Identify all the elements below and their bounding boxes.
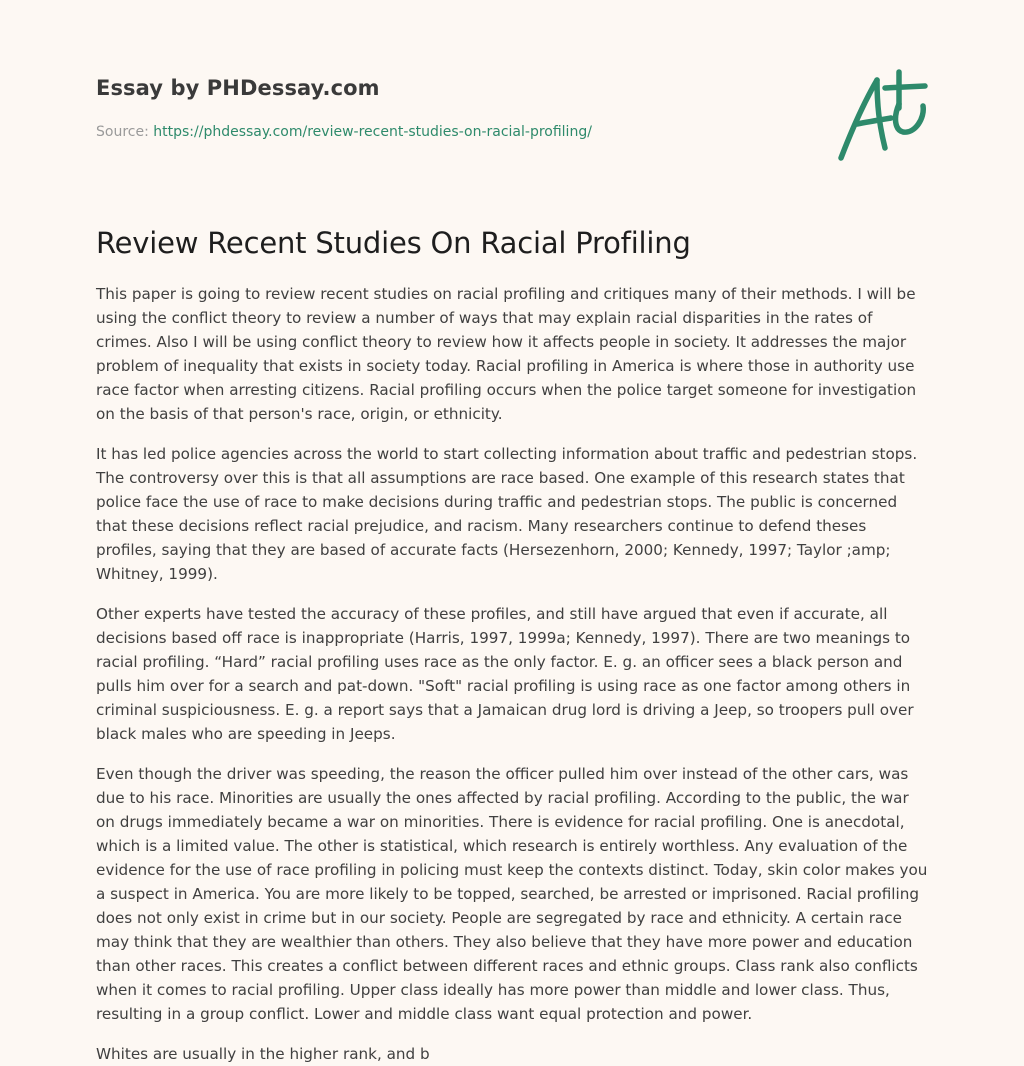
- article-body: [96, 282, 928, 1066]
- paragraph-4: Even though the driver was speeding, the reason the officer pulled him over instead of the other cars, was due to his race. Minorities are usually the ones affected by racial profiling. According to the public, the war on drugs immediately became a war on minorities. There is evidence for racial profiling. One is anecdotal, which is a limited value. The other is statistical, which research is entirely worthless. Any evaluation of the evidence for the use of race profiling in policing must keep the contexts distinct. Today, skin color makes you a suspect in America. You are more likely to be topped, searched, be arrested or imprisoned. Racial profiling does not only exist in crime but in our society. People are segregated by race and ethnicity. A certain race may think that they are wealthier than others. They also believe that they have more power and education than other races. This creates a conflict between different races and ethnic groups. Class rank also conflicts when it comes to racial profiling. Upper class ideally has more power than middle and lower class. Thus, resulting in a group conflict. Lower and middle class want equal protection and power.: [96, 765, 928, 1023]
- paragraph-2: It has led police agencies across the world to start collecting information about traffic and pedestrian stops. The controversy over this is that all assumptions are race based. One example of this research states that police face the use of race to make decisions during traffic and pedestrian stops. The public is concerned that these decisions reflect racial prejudice, and racism. Many researchers continue to defend theses profiles, saying that they are based of accurate facts (Hersezenhorn, 2000; Kennedy, 1997; Taylor ;amp; Whitney, 1999).: [96, 445, 918, 583]
- source-line: [96, 124, 592, 140]
- paragraph-1: This paper is going to review recent studies on racial profiling and critiques many of their methods. I will be using the conflict theory to review a number of ways that may explain racial disparities in the rates of crimes. Also I will be using conflict theory to review how it affects people in society. It addresses the major problem of inequality that exists in society today. Racial profiling in America is where those in authority use race factor when arresting citizens. Racial profiling occurs when the police target someone for investigation on the basis of that person's race, origin, or ethnicity.: [96, 285, 917, 423]
- source-label: Source:: [96, 124, 154, 140]
- a-plus-logo-icon: [833, 66, 933, 166]
- header: [96, 0, 928, 200]
- article-title: Review Recent Studies On Racial Profiling: [96, 226, 691, 260]
- paragraph-3: Other experts have tested the accuracy of these profiles, and still have argued that even if accurate, all decisions based off race is inappropriate (Harris, 1997, 1999a; Kennedy, 1997). There are two meanings to racial profiling. “Hard” racial profiling uses race as the only factor. E. g. an officer sees a black person and pulls him over for a search and pat-down. "Soft" racial profiling is using race as one factor among others in criminal suspiciousness. E. g. a report says that a Jamaican drug lord is driving a Jeep, so troopers pull over black males who are speeding in Jeeps.: [96, 605, 914, 743]
- site-brand: Essay by PHDessay.com: [96, 76, 380, 100]
- paragraph-5: Whites are usually in the higher rank, and b: [96, 1045, 430, 1063]
- source-link[interactable]: https://phdessay.com/review-recent-studies-on-racial-profiling/: [153, 124, 592, 140]
